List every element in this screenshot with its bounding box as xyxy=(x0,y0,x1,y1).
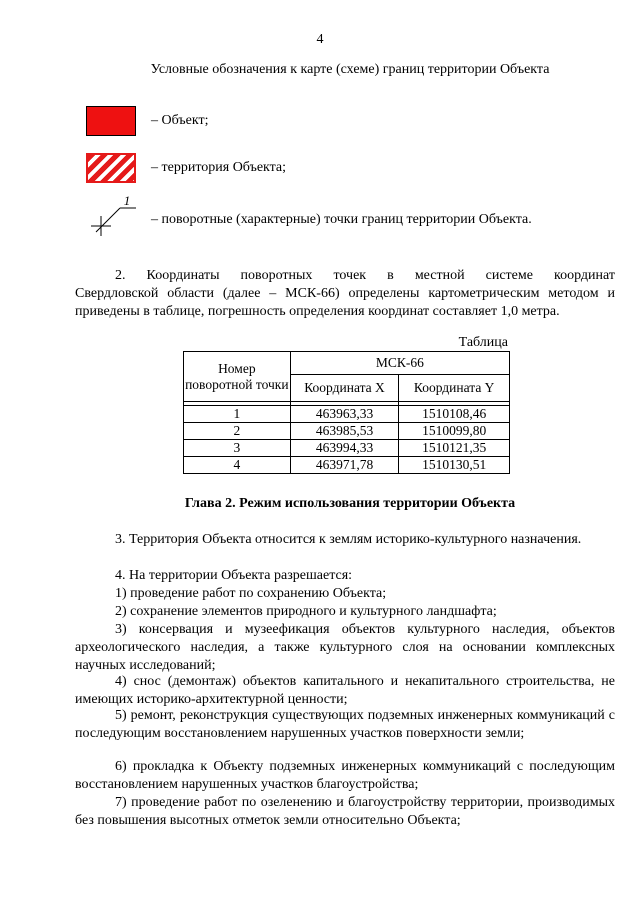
legend-label-object: – Объект; xyxy=(151,113,209,128)
table-row xyxy=(184,440,510,457)
list-item: 1) проведение работ по сохранению Объекта; xyxy=(115,586,387,601)
legend-label-territory: – территория Объекта; xyxy=(151,160,287,175)
section-2-line-1: 2. Координаты поворотных точек в местной системе координат xyxy=(115,268,615,283)
coordinates-table xyxy=(183,351,510,474)
object-square-icon xyxy=(86,106,136,136)
paragraph-4: 4. На территории Объекта разрешается: xyxy=(115,568,353,583)
table-caption: Таблица xyxy=(458,335,508,350)
table-header-row xyxy=(184,352,510,375)
cell-x: 463971,78 xyxy=(290,457,399,474)
cell-point-number: 3 xyxy=(184,440,291,457)
legend-label-turning-point: – поворотные (характерные) точки границ территории Объекта. xyxy=(151,212,532,227)
header-point-number: Номер поворотной точки xyxy=(184,352,291,402)
legend-title: Условные обозначения к карте (схеме) границ территории Объекта xyxy=(150,62,550,77)
cell-point-number: 2 xyxy=(184,423,291,440)
list-item: 6) прокладка к Объекту подземных инженерных коммуникаций с последующим восстановлением нарушенных участков благоустройства; xyxy=(75,759,615,792)
legend-item-object xyxy=(86,103,209,139)
list-item: 5) ремонт, реконструкция существующих подземных инженерных коммуникаций с последующим восстановлением нарушенных участков поверхности земли; xyxy=(75,708,615,741)
paragraph-3: 3. Территория Объекта относится к землям историко-культурного назначения. xyxy=(115,532,582,547)
turning-point-icon xyxy=(86,194,142,238)
cell-x: 463994,33 xyxy=(290,440,399,457)
table-row xyxy=(184,457,510,474)
cell-y: 1510108,46 xyxy=(399,406,510,423)
list-item: 3) консервация и музеефикация объектов культурного наследия, объектов археологического наследия, а также культурного слоя на основании комплексных научных исследований; xyxy=(75,622,615,673)
list-item: 4) снос (демонтаж) объектов капитального и некапитального строительства, не имеющих историко-архитектурной ценности; xyxy=(75,674,615,707)
table-row xyxy=(184,423,510,440)
hatched-territory-icon xyxy=(86,153,136,183)
chapter-title: Глава 2. Режим использования территории Объекта xyxy=(184,496,516,511)
header-coord-y: Координата Y xyxy=(399,375,510,402)
cell-y: 1510099,80 xyxy=(399,423,510,440)
turning-point-marker-label: 1 xyxy=(123,194,131,208)
cell-point-number: 4 xyxy=(184,457,291,474)
header-coord-x: Координата X xyxy=(290,375,399,402)
list-item: 7) проведение работ по озеленению и благоустройству территории, производимых без повышения высотных отметок земли относительно Объекта; xyxy=(75,795,615,828)
legend-item-territory xyxy=(86,150,287,186)
cell-x: 463963,33 xyxy=(290,406,399,423)
table-row xyxy=(184,406,510,423)
cell-x: 463985,53 xyxy=(290,423,399,440)
cell-y: 1510130,51 xyxy=(399,457,510,474)
page-number: 4 xyxy=(316,32,324,47)
header-msk66: МСК-66 xyxy=(290,352,509,375)
section-2-text: Свердловской области (далее – МСК-66) определены картометрическим методом и приведены в таблице, погрешность определения координат составляет 1,0 метра. xyxy=(75,286,615,319)
cell-y: 1510121,35 xyxy=(399,440,510,457)
cell-point-number: 1 xyxy=(184,406,291,423)
list-item: 2) сохранение элементов природного и культурного ландшафта; xyxy=(115,604,497,619)
